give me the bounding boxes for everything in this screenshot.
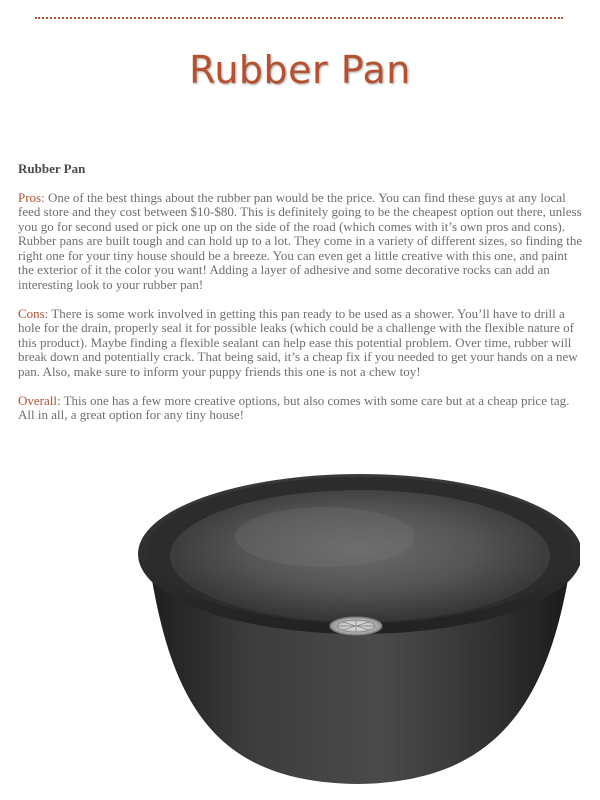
- cons-text: : There is some work involved in getting this pan ready to be used as a shower. You’ll have to drill a hole for the drain, properly seal it for possible leaks (which could be a challenge with the flexible nature of this product). Maybe finding a flexible sealant can help ease this potential problem. Over time, rubber will break down and potentially crack. That being said, it’s a cheap fix if you needed to get your hands on a new pan. Also, make sure to inform your puppy friends this one is not a chew toy!: [18, 305, 578, 379]
- overall-paragraph: [18, 394, 584, 423]
- interior-highlight: [235, 507, 415, 567]
- dotted-divider: [35, 17, 563, 19]
- pros-text: : One of the best things about the rubber pan would be the price. You can find these guys at any local feed store and they cost between $10-$80. This is definitely going to be the cheapest option out there, unless you go for second used or pick one up on the side of the road (which comes with it’s own pros and cons). Rubber pans are built tough and can hold up to a lot. They come in a variety of different sizes, so finding the right one for your tiny house should be a breeze. You can even get a little creative with this one, and paint the exterior of it the color you want! Adding a layer of adhesive and some decorative rocks can add an interesting look to your rubber pan!: [18, 189, 583, 292]
- pros-paragraph: [18, 191, 584, 293]
- overall-text: : This one has a few more creative options, but also comes with some care but at a cheap price tag. All in all, a great option for any tiny house!: [18, 392, 570, 422]
- page-title: Rubber Pan: [189, 48, 411, 92]
- article-body: [18, 162, 584, 437]
- cons-label: Cons: [18, 305, 45, 321]
- drain-icon: [330, 617, 382, 635]
- pros-label: Pros: [18, 189, 42, 205]
- cons-paragraph: [18, 307, 584, 380]
- section-heading: Rubber Pan: [18, 161, 86, 176]
- rubber-pan-image: [130, 462, 580, 792]
- overall-label: Overall: [18, 392, 57, 408]
